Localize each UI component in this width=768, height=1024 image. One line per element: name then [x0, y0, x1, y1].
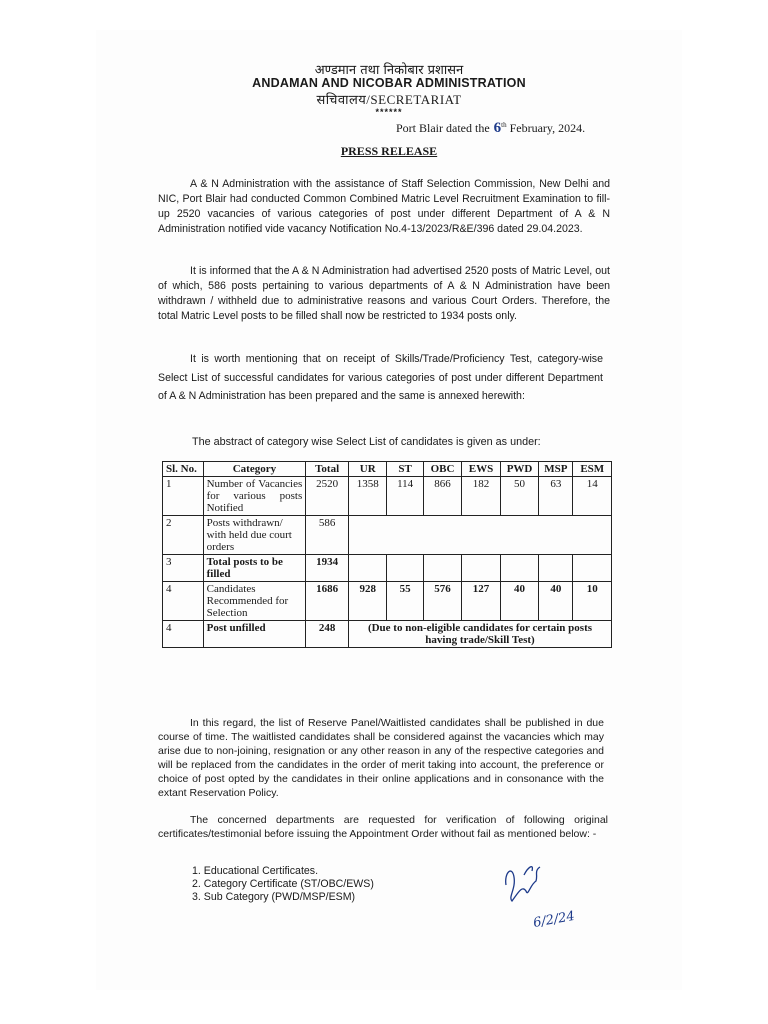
cell-category: Post unfilled	[203, 621, 306, 648]
cell-esm: 10	[573, 582, 612, 621]
cell-obc: 576	[423, 582, 461, 621]
paragraph-2-text: It is informed that the A & N Administration had advertised 2520 posts of Matric Level, out of which, 586 posts pertaining to various departments of A & N Administration have been withdrawn / withheld due to administrative reasons and various Court Orders. Therefore, the total Matric Level posts to be filled shall now be restricted to 1934 posts only.	[158, 265, 610, 322]
certificate-list	[192, 865, 374, 904]
header-esm: ESM	[573, 462, 612, 477]
cell-empty	[387, 555, 423, 582]
select-list-table	[162, 461, 612, 648]
list-item: 3. Sub Category (PWD/MSP/ESM)	[192, 891, 356, 903]
cell-total: 1686	[306, 582, 349, 621]
cell-pwd: 50	[500, 477, 538, 516]
cell-ur: 928	[348, 582, 386, 621]
cell-category: Number of Vacancies for various posts Notified	[203, 477, 306, 516]
header-ur: UR	[348, 462, 386, 477]
header-ews: EWS	[462, 462, 500, 477]
cell-empty	[348, 555, 386, 582]
cell-st: 55	[387, 582, 423, 621]
dateline	[396, 120, 585, 137]
paragraph-2	[158, 264, 610, 324]
cell-empty	[573, 555, 612, 582]
cell-ur: 1358	[348, 477, 386, 516]
table-row	[163, 621, 612, 648]
table-row	[163, 477, 612, 516]
list-item: 1. Educational Certificates.	[192, 865, 319, 877]
table-row	[163, 516, 612, 555]
secretariat-heading: सचिवालय/SECRETARIAT	[316, 92, 462, 107]
cell-sl: 2	[163, 516, 204, 555]
english-admin-heading: ANDAMAN AND NICOBAR ADMINISTRATION	[252, 76, 526, 90]
paragraph-1-text: A & N Administration with the assistance of Staff Selection Commission, New Delhi and NIC, Port Blair had conducted Common Combined Matric Level Recruitment Examination to fill-up 2520 vacancies of various categories of post under different Department of A & N Administration notified vide vacancy Notification No.4-13/2023/R&E/396 dated 29.04.2023.	[158, 178, 610, 235]
header-obc: OBC	[423, 462, 461, 477]
paragraph-4	[158, 716, 604, 800]
press-release-title: PRESS RELEASE	[340, 144, 438, 158]
list-item: 2. Category Certificate (ST/OBC/EWS)	[192, 878, 374, 890]
abstract-caption: The abstract of category wise Select List of candidates is given as under:	[192, 436, 541, 448]
cell-category: Posts withdrawn/ with held due court orders	[203, 516, 306, 555]
header-category: Category	[203, 462, 306, 477]
cell-note: (Due to non-eligible candidates for certain posts having trade/Skill Test)	[348, 621, 611, 648]
cell-empty	[500, 555, 538, 582]
cell-st: 114	[387, 477, 423, 516]
dateline-day-suffix: th	[501, 121, 507, 129]
cell-pwd: 40	[500, 582, 538, 621]
cell-total: 586	[306, 516, 349, 555]
paragraph-3	[158, 350, 603, 406]
cell-ews: 127	[462, 582, 500, 621]
cell-msp: 40	[539, 582, 573, 621]
cell-sl: 4	[163, 621, 204, 648]
paragraph-1	[158, 177, 610, 237]
dateline-day: 6	[493, 120, 502, 136]
signature-image	[494, 855, 584, 935]
signature-date: 6/2/24	[532, 908, 576, 931]
cell-sl: 1	[163, 477, 204, 516]
header-total: Total	[306, 462, 349, 477]
document-page	[96, 30, 682, 990]
dateline-prefix: Port Blair dated the	[396, 121, 490, 135]
cell-empty	[539, 555, 573, 582]
separator-stars: ******	[375, 107, 403, 117]
table-header-row	[163, 462, 612, 477]
paragraph-4-text: In this regard, the list of Reserve Panel/Waitlisted candidates shall be published in due course of time. The waitlisted candidates shall be considered against the vacancies which may arise due to non-joining, resignation or any other reason in any of the respective categories and will be replaced from the candidates in the order of merit taking into account, the preference or choice of post opted by the candidates in their online applications and in consonance with the extant Reservation Policy.	[158, 717, 604, 799]
header-msp: MSP	[539, 462, 573, 477]
cell-empty	[348, 516, 611, 555]
header-st: ST	[387, 462, 423, 477]
header-sl: Sl. No.	[163, 462, 204, 477]
cell-sl: 4	[163, 582, 204, 621]
cell-empty	[462, 555, 500, 582]
cell-total: 2520	[306, 477, 349, 516]
cell-msp: 63	[539, 477, 573, 516]
cell-ews: 182	[462, 477, 500, 516]
cell-total: 1934	[306, 555, 349, 582]
paragraph-3-text: It is worth mentioning that on receipt of Skills/Trade/Proficiency Test, category-wise Select List of successful candidates for various categories of post under different Department of A & N Administration has been prepared and the same is annexed herewith:	[158, 353, 603, 402]
cell-sl: 3	[163, 555, 204, 582]
hindi-admin-heading: अण्डमान तथा निकोबार प्रशासन	[314, 63, 464, 78]
cell-category: Total posts to be filled	[203, 555, 306, 582]
cell-esm: 14	[573, 477, 612, 516]
header-pwd: PWD	[500, 462, 538, 477]
cell-empty	[423, 555, 461, 582]
cell-category: Candidates Recommended for Selection	[203, 582, 306, 621]
cell-obc: 866	[423, 477, 461, 516]
paragraph-5	[158, 813, 608, 841]
table-row	[163, 555, 612, 582]
paragraph-5-text: The concerned departments are requested for verification of following original certificates/testimonial before issuing the Appointment Order without fail as mentioned below: -	[158, 814, 608, 840]
cell-total: 248	[306, 621, 349, 648]
table-row	[163, 582, 612, 621]
dateline-rest: February, 2024.	[509, 121, 586, 135]
